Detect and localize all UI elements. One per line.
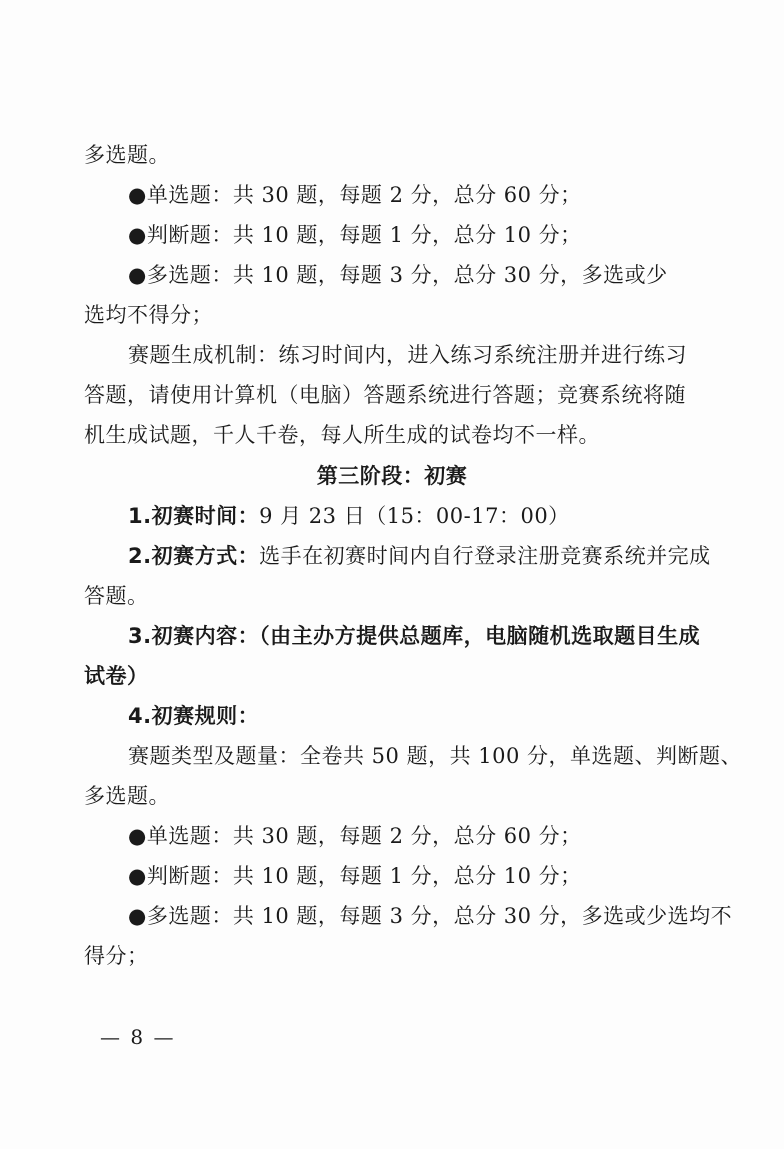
bullet-true-false-2: ●判断题：共 10 题，每题 1 分，总分 10 分； [128,864,582,888]
bullet-multiple-choice: ●多选题：共 10 题，每题 3 分，总分 30 分，多选或少 [128,263,668,287]
generation-mechanism-line2: 答题，请使用计算机（电脑）答题系统进行答题；竞赛系统将随 [84,383,686,407]
preliminary-content-line2: 试卷） [84,664,149,688]
bullet-multiple-choice-cont: 选均不得分； [84,303,213,327]
preliminary-time-value: 9 月 23 日（15：00-17：00） [259,504,570,528]
generation-mechanism-line3: 机生成试题，千人千卷，每人所生成的试卷均不一样。 [84,423,600,447]
preliminary-method-cont: 答题。 [84,584,149,608]
page-number: — 8 — [100,1025,176,1049]
preliminary-content-line1: 3.初赛内容：（由主办方提供总题库，电脑随机选取题目生成 [128,624,701,648]
bullet-multiple-choice-2: ●多选题：共 10 题，每题 3 分，总分 30 分，多选或少选均不 [128,904,733,928]
bullet-multiple-choice-2-cont: 得分； [84,944,149,968]
generation-mechanism-line1: 赛题生成机制：练习时间内，进入练习系统注册并进行练习 [128,343,687,367]
preliminary-time-label: 1.初赛时间： [128,504,260,528]
preliminary-method [128,541,711,571]
bullet-single-choice-2: ●单选题：共 30 题，每题 2 分，总分 60 分； [128,824,582,848]
paragraph-continuation: 多选题。 [84,143,170,167]
preliminary-rules-label: 4.初赛规则： [128,704,260,728]
question-types-line2: 多选题。 [84,784,170,808]
preliminary-method-label: 2.初赛方式： [128,544,260,568]
preliminary-time [128,501,570,531]
stage-heading: 第三阶段：初赛 [316,464,468,488]
preliminary-method-value: 选手在初赛时间内自行登录注册竞赛系统并完成 [259,544,711,568]
question-types-line1: 赛题类型及题量：全卷共 50 题，共 100 分，单选题、判断题、 [128,744,743,768]
bullet-single-choice: ●单选题：共 30 题，每题 2 分，总分 60 分； [128,183,582,207]
bullet-true-false: ●判断题：共 10 题，每题 1 分，总分 10 分； [128,223,582,247]
